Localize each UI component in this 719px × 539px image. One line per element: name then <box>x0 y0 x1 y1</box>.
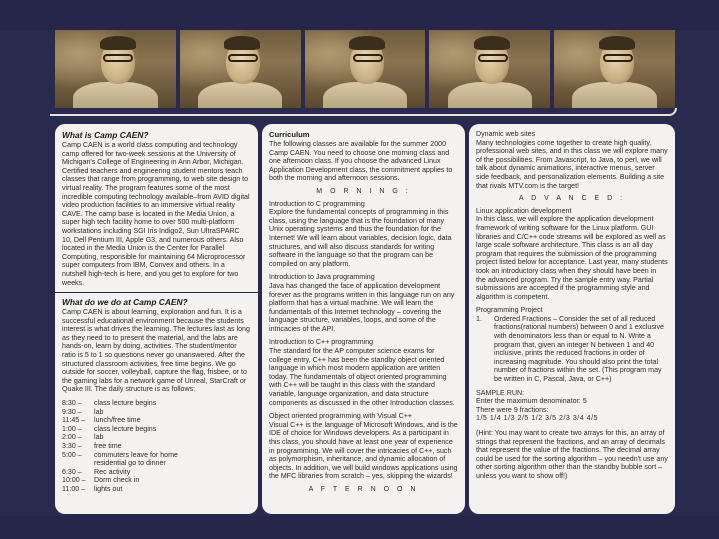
sample-run-output: 1/5 1/4 1/3 2/5 1/2 3/5 2/3 3/4 4/5 <box>476 414 599 423</box>
photo-strip <box>55 30 675 108</box>
project-description: Ordered Fractions – Consider the set of all reduced fractions(rational numbers) between 0 and 1 exclusive with denominators less than or equal to N. Write a program that, given an integer N between 1 and 40 inclusive, prints the reduced fractions in order of increasing magnitude. You should also print the total number of fractions within the set. (This program may be written in C, Pascal, Java, or C++) <box>494 314 664 384</box>
project-hint: (Hint: You may want to create two arrays for this, an array of strings that represent the fractions, and an array of decimals that represent the value of the fractions. The decimal array could be used for the sorting algorithm – you needn't use any other sorting algorithm other than the standby bubble sort – unless you want to show off!) <box>476 429 668 480</box>
curriculum-intro: The following classes are available for the summer 2000 Camp CAEN. You need to choose one morning class and one afternoon class. If you choose the advanced Linux Application Development class, the commitment applies to both the morning and afternoon sessions. <box>269 140 453 183</box>
camper-photo-5 <box>554 30 675 108</box>
camper-photo-2 <box>180 30 301 108</box>
schedule-row: residential go to dinner <box>94 459 166 468</box>
schedule-row: 11:00 – lights out <box>62 484 123 493</box>
sample-run-line: There were 9 fractions: <box>476 405 549 414</box>
class-title: Introduction to C programming <box>269 199 365 208</box>
section-text-what-is: Camp CAEN is a world class computing and technology camp offered for two-week sessions at the University of Michigan's College of Engineering in Ann Arbor, Michigan. Certified teachers and engineering student mentors teach classes that range from programming, to web site design to virtual reality. The program features some of the most incredible computing technology available–from AVID digital video production facilities to an immersive virtual reality CAVE. The camp base is located in the Media Union, a super high tech facility home to over 500 multi-platform workstations including SGI Iris Indigo2, Sun UltraSPARC 10, Dell Pentium III, Apple G3, and numerous others. Also located in the Media Union is the Center for Parallel Computing, responsible for maintaining 64 Microprocessor super computers from IBM, Convex and others. In a nutshell high-tech is here, and you get to explore for two weeks. <box>62 141 250 287</box>
programming-project <box>476 306 668 383</box>
class-title: Object oriented programming with Visual C++ <box>269 412 412 421</box>
camper-photo-1 <box>55 30 176 108</box>
section-divider <box>55 292 258 293</box>
schedule-row: 10:00 – Dorm check in <box>62 476 140 485</box>
advanced-label: A D V A N C E D : <box>518 195 626 203</box>
class-block <box>269 200 458 269</box>
daily-schedule <box>62 399 251 494</box>
camper-photo-4 <box>429 30 550 108</box>
afternoon-label: A F T E R N O O N <box>308 485 419 493</box>
class-block <box>476 207 668 302</box>
schedule-row: 1:00 – class lecture begins <box>62 424 157 433</box>
class-description: The standard for the AP computer science exams for college entry, C++ has been the standby object oriented language in which most modern application are written today. The fundamentals of object oriented programming with C++ will be taught in this class with the standard variable, language organization, and data structure components as discussed in the other Introduction classes. <box>269 347 455 407</box>
section-text-what-do-we-do: Camp CAEN is about learning, exploration and fun. It is a successful educational environment because the students interest is what drives the learning. The lectures last as long as they need to to present the material, and the labs are hands-on, learn by doing, activities. The student/mentor ratio is 5 to 1 so questions never go unanswered. After the structured classroom activities, free time begins. We go outside for soccer, volleyball, capture the flag, frisbee, or to the gaming labs for a network game of Unreal, StarCraft or Quake III. The daily structure is as follows: <box>62 308 250 394</box>
sample-run-line: Enter the maximum denominator: 5 <box>476 397 587 406</box>
schedule-row: 11:45 – lunch/free time <box>62 416 141 425</box>
class-title: Dynamic web sites <box>476 130 536 138</box>
column-about <box>55 124 258 514</box>
schedule-row: 6:30 – Rec activity <box>62 467 131 476</box>
class-description: Many technologies come together to create high quality, professional web sites, and in this class we will explore many of the possibilities. From Javascript, to Java, to perl, we will talk about dynamic animations, interactive menus, server side feedback, and personalization elements. Building a site that rivals MTV.com is the target! <box>476 138 668 190</box>
project-title: Programming Project <box>476 306 543 315</box>
project-item <box>476 315 668 384</box>
schedule-row: 8:30 – class lecture begins <box>62 399 157 408</box>
class-description: Explore the fundamental concepts of programming in this class, using the language that is the foundation of many Unix operating systems and thus the foundation for the Internet! We will learn about variables, decision logic, data structures, and will also discuss standards for writing software in the language so that the program can be compiled on any platform. <box>269 208 452 268</box>
class-block <box>476 130 668 190</box>
class-block <box>269 273 458 333</box>
section-title-what-is: What is Camp CAEN? <box>62 130 149 140</box>
class-block <box>269 412 458 481</box>
top-band <box>0 0 719 30</box>
panel-frame <box>50 108 677 116</box>
schedule-row: 5:00 – commuters leave for home <box>62 450 178 459</box>
curriculum-title: Curriculum <box>269 130 310 139</box>
schedule-row: 2:00 – lab <box>62 433 104 442</box>
camper-photo-3 <box>305 30 426 108</box>
column-curriculum <box>262 124 465 514</box>
morning-label: M O R N I N G : <box>316 187 411 195</box>
class-title: Introduction to C++ programming <box>269 338 374 347</box>
schedule-row: 9:30 – lab <box>62 407 104 416</box>
schedule-row: 3:30 – free time <box>62 442 122 450</box>
class-title: Introduction to Java programming <box>269 273 375 282</box>
section-title-what-do-we-do: What do we do at Camp CAEN? <box>62 297 188 308</box>
class-title: Linux application development <box>476 206 572 215</box>
class-block <box>269 338 458 407</box>
column-advanced <box>469 124 675 514</box>
class-description: In this class, we will explore the application development framework of writing software for the Linux platform. GUI libraries and C/C++ code streams will be explored as well as large scale software architecture. This class is an all day program that requires the submission of the programming project listed below for acceptance. Last year, many students took an introductory class when they should have been in the advanced program. Try the sample entry way. Partial submissions are accepted if the programming style and algorithm is competent. <box>476 215 668 301</box>
sample-run-label: SAMPLE RUN: <box>476 388 525 397</box>
class-description: Java has changed the face of application development forever as the programs written in this language run on any platform that has a virtual machine. We will learn the fundamentals of this Internet technology – covering the language structure, variables, loops, and some of the intricacies of the API. <box>269 281 455 333</box>
bottom-band <box>0 516 719 539</box>
class-description: Visual C++ is the language of Microsoft Windows, and is the IDE of choice for Windows developers. As a participant in this class, you should have at least one year of experience in programming. We will cover the intricacies of C++, such as polymorphism, inheritance, and dynamic allocation of objects. In addition, we will build windows applications using the MFC libraries from scratch – yes, skipping the wizards! <box>269 420 458 481</box>
project-number: 1. <box>476 314 482 323</box>
